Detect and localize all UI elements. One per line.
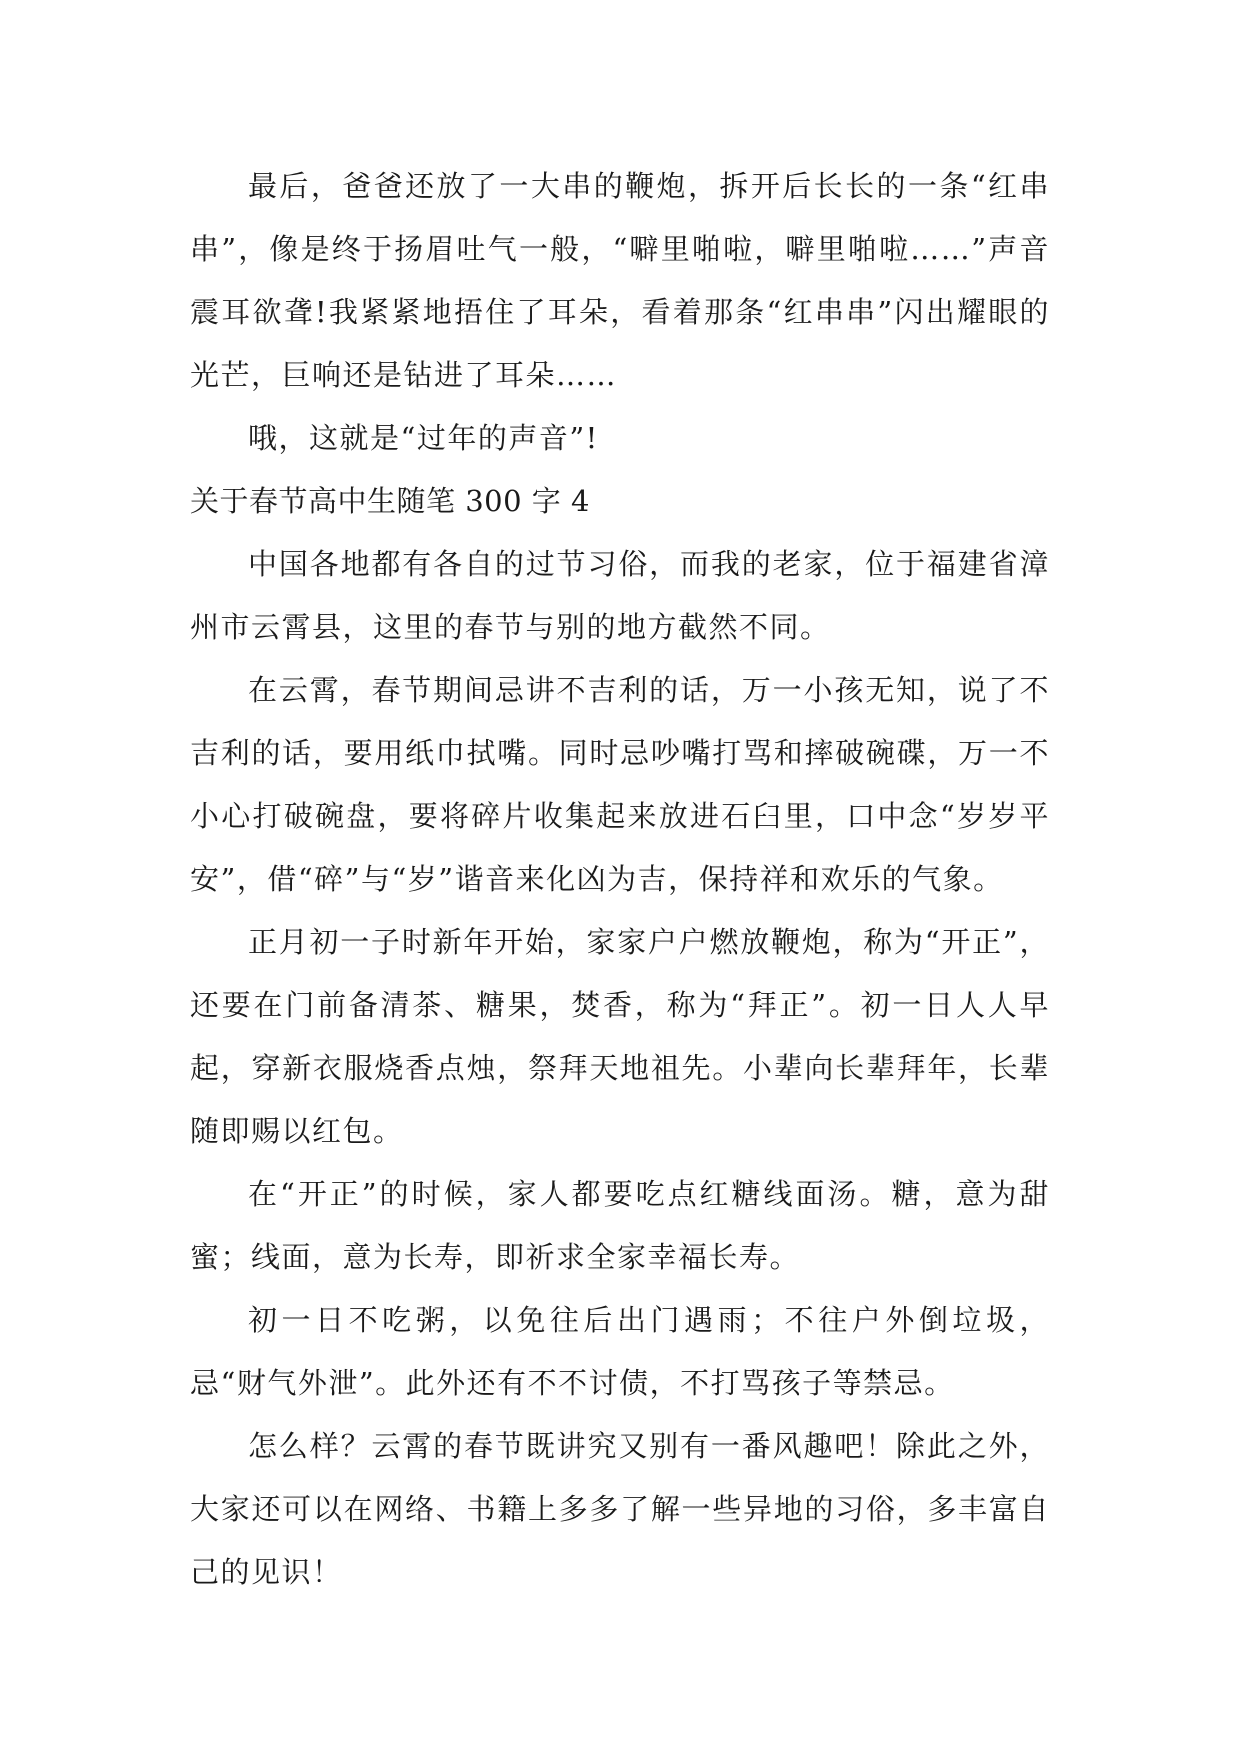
section-heading: 关于春节高中生随笔 300 字 4 bbox=[190, 484, 590, 518]
paragraph-intro: 中国各地都有各自的过节习俗，而我的老家，位于福建省漳州市云霄县，这里的春节与别的地方截然不同。 bbox=[190, 547, 1050, 644]
document-body bbox=[190, 155, 1050, 1604]
paragraph-first-day-customs: 初一日不吃粥，以免往后出门遇雨；不往户外倒垃圾，忌“财气外泄”。此外还有不不讨债，不打骂孩子等禁忌。 bbox=[190, 1303, 1050, 1400]
paragraph-new-year-sound: 哦，这就是“过年的声音”! bbox=[248, 421, 599, 455]
paragraph-kaizheng: 正月初一子时新年开始，家家户户燃放鞭炮，称为“开正”，还要在门前备清茶、糖果，焚香，称为“拜正”。初一日人人早起，穿新衣服烧香点烛，祭拜天地祖先。小辈向长辈拜年，长辈随即赐以红包。 bbox=[190, 925, 1050, 1148]
paragraph-taboos: 在云霄，春节期间忌讲不吉利的话，万一小孩无知，说了不吉利的话，要用纸巾拭嘴。同时忌吵嘴打骂和摔破碗碟，万一不小心打破碗盘，要将碎片收集起来放进石臼里，口中念“岁岁平安”，借“碎”与“岁”谐音来化凶为吉，保持祥和欢乐的气象。 bbox=[190, 673, 1050, 896]
paragraph-conclusion: 怎么样？云霄的春节既讲究又别有一番风趣吧！除此之外，大家还可以在网络、书籍上多多了解一些异地的习俗，多丰富自己的见识！ bbox=[190, 1429, 1050, 1589]
paragraph-noodle-soup: 在“开正”的时候，家人都要吃点红糖线面汤。糖，意为甜蜜；线面，意为长寿，即祈求全家幸福长寿。 bbox=[190, 1177, 1050, 1274]
paragraph-firecrackers: 最后，爸爸还放了一大串的鞭炮，拆开后长长的一条“红串串”，像是终于扬眉吐气一般，“噼里啪啦，噼里啪啦……”声音震耳欲聋!我紧紧地捂住了耳朵，看着那条“红串串”闪出耀眼的光芒，巨响还是钻进了耳朵…… bbox=[190, 169, 1050, 392]
